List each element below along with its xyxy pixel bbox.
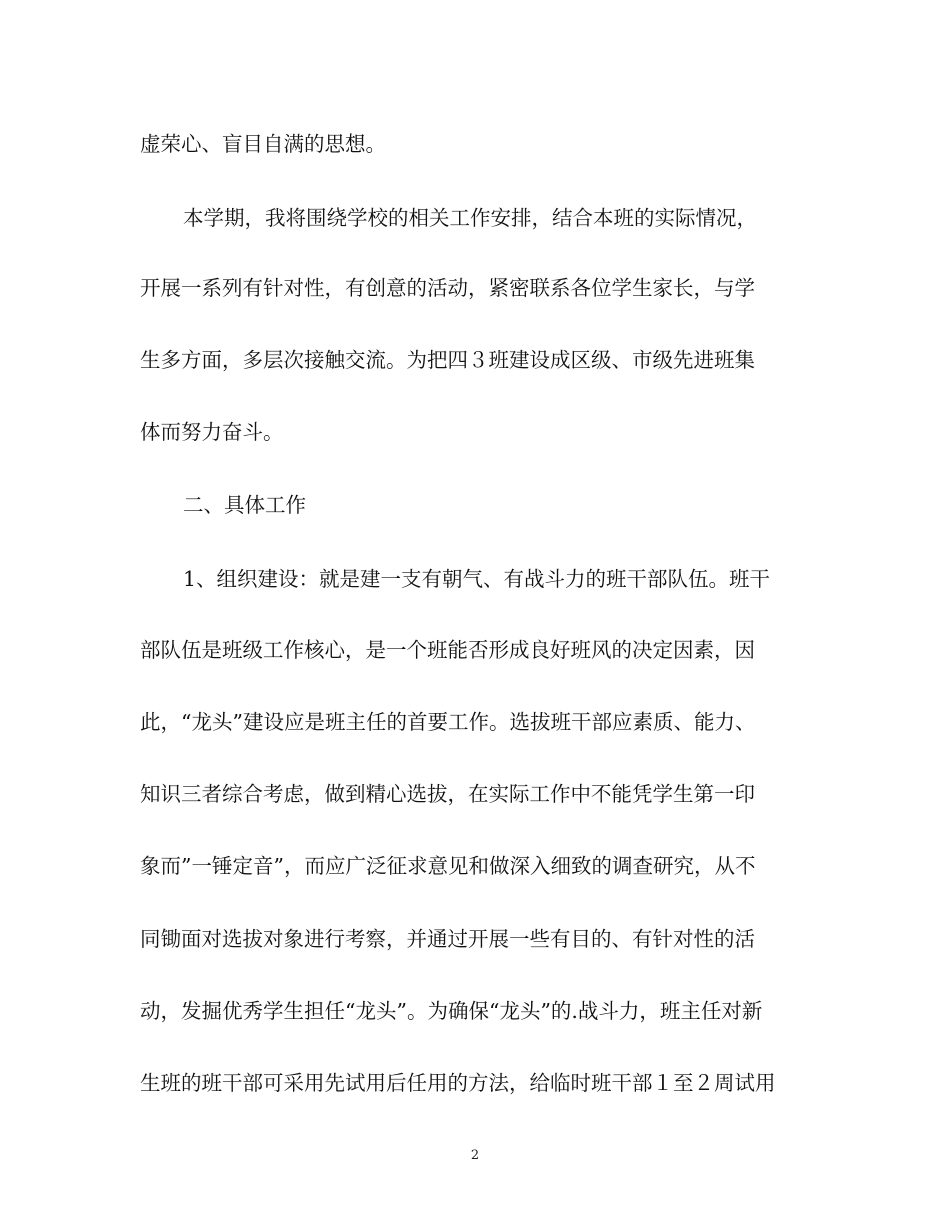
text-line: 同锄面对选拔对象进行考察，并通过开展一些有目的、有针对性的活 xyxy=(140,927,755,951)
text-line: 开展一系列有针对性，有创意的活动，紧密联系各位学生家长，与学 xyxy=(140,276,755,300)
text-line: 部队伍是班级工作核心，是一个班能否形成良好班风的决定因素，因 xyxy=(140,638,755,662)
paragraph-first-line: 本学期，我将围绕学校的相关工作安排，结合本班的实际情况， xyxy=(183,206,757,230)
paragraph-first-line: 1、组织建设：就是建一支有朝气、有战斗力的班干部队伍。班干 xyxy=(183,567,771,591)
text-line: 生多方面，多层次接触交流。为把四３班建设成区级、市级先进班集 xyxy=(140,348,755,372)
text-line: 象而”一锤定音”，而应广泛征求意见和做深入细致的调查研究，从不 xyxy=(140,854,756,878)
section-heading: 二、具体工作 xyxy=(183,493,306,517)
text-line: 动，发掘优秀学生担任“龙头”。为确保“龙头”的.战斗力，班主任对新 xyxy=(140,999,763,1023)
page-number: 2 xyxy=(470,1148,480,1163)
text-line: 此，“龙头”建设应是班主任的首要工作。选拔班干部应素质、能力、 xyxy=(140,710,756,734)
text-line: 虚荣心、盲目自满的思想。 xyxy=(140,132,386,156)
text-line: 知识三者综合考虑，做到精心选拔，在实际工作中不能凭学生第一印 xyxy=(140,782,755,806)
text-line: 生班的班干部可采用先试用后任用的方法，给临时班干部１至２周试用 xyxy=(140,1071,776,1095)
text-line: 体而努力奋斗。 xyxy=(140,420,284,444)
